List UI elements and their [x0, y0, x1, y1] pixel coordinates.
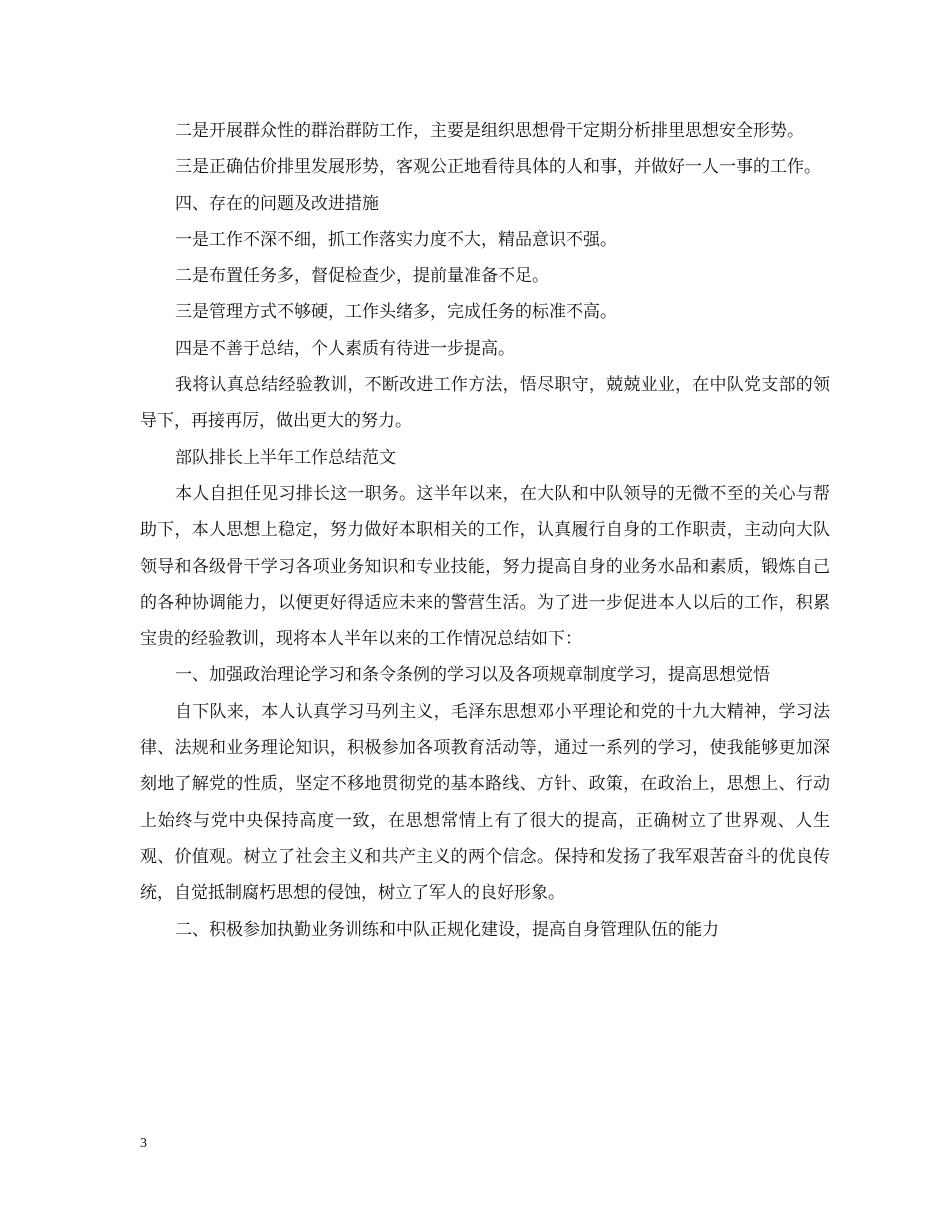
paragraph: 三是管理方式不够硬，工作头绪多，完成任务的标准不高。: [175, 302, 617, 323]
document-subtitle: 部队排长上半年工作总结范文: [175, 447, 396, 468]
body-text: [140, 113, 830, 948]
section-heading: 一、加强政治理论学习和条令条例的学习以及各项规章制度学习，提高思想觉悟: [175, 665, 770, 686]
paragraph: 一是工作不深不细，抓工作落实力度不大，精品意识不强。: [175, 229, 617, 250]
section-heading: 四、存在的问题及改进措施: [175, 193, 379, 214]
page-number: 3: [140, 1136, 147, 1151]
paragraph: 二是开展群众性的群治群防工作，主要是组织思想骨干定期分析排里思想安全形势。: [175, 121, 804, 141]
paragraph: 四是不善于总结，个人素质有待进一步提高。: [175, 338, 515, 359]
paragraph: 我将认真总结经验教训，不断改进工作方法，悟尽职守，兢兢业业，在中队党支部的领导下，再接再厉，做出更大的努力。: [140, 375, 830, 432]
paragraph: 三是正确估价排里发展形势，客观公正地看待具体的人和事，并做好一人一事的工作。: [175, 157, 821, 178]
paragraph: 自下队来，本人认真学习马列主义，毛泽东思想邓小平理论和党的十九大精神，学习法律、法规和业务理论知识，积极参加各项教育活动等，通过一系列的学习，使我能够更加深刻地了解党的性质，坚定不移地贯彻党的基本路线、方针、政策，在政治上，思想上、行动上始终与党中央保持高度一致，在思想常情上有了很大的提高，正确树立了世界观、人生观、价值观。树立了社会主义和共产主义的两个信念。保持和发扬了我军艰苦奋斗的优良传统，自觉抵制腐朽思想的侵蚀，树立了军人的良好形象。: [140, 701, 830, 904]
paragraph: 本人自担任见习排长这一职务。这半年以来，在大队和中队领导的无微不至的关心与帮助下，本人思想上稳定，努力做好本职相关的工作，认真履行自身的工作职责，主动向大队领导和各级骨干学习各项业务知识和专业技能，努力提高自身的业务水品和素质，锻炼自己的各种协调能力，以便更好得适应未来的警营生活。为了进一步促进本人以后的工作，积累宝贵的经验教训，现将本人半年以来的工作情况总结如下：: [140, 483, 830, 650]
paragraph: 二是布置任务多，督促检查少，提前量准备不足。: [175, 266, 549, 287]
section-heading: 二、积极参加执勤业务训练和中队正规化建设，提高自身管理队伍的能力: [175, 919, 719, 940]
